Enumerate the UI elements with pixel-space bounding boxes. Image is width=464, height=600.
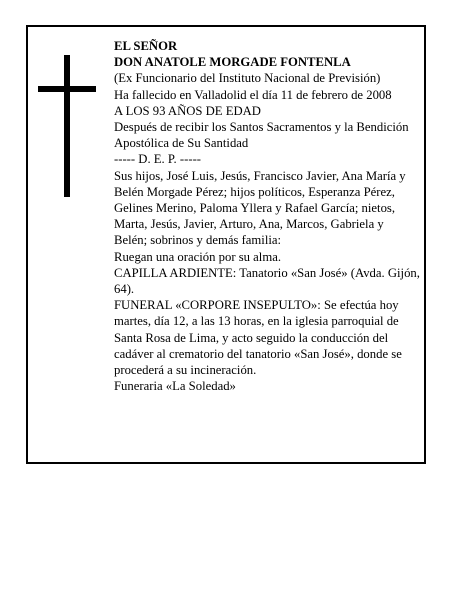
latin-cross-icon — [38, 55, 96, 197]
sacraments-note: Después de recibir los Santos Sacramentos y la Bendición Apostólica de Su Santidad — [114, 120, 409, 151]
cross-vertical-bar — [64, 55, 70, 197]
age-at-death: A LOS 93 AÑOS DE EDAD — [114, 103, 261, 118]
rest-in-peace: ----- D. E. P. ----- — [114, 152, 202, 167]
chapel-info: CAPILLA ARDIENTE: Tanatorio «San José» (Avda. Gijón, 64). — [114, 265, 420, 297]
funeral-info: FUNERAL «CORPORE INSEPULTO»: Se efectúa hoy martes, día 12, a las 13 horas, en la iglesia parroquial de Santa Rosa de Lima, y acto seguido la conducción del cadáver al crematorio del tanatorio «San José», donde se procederá a su incineración. — [114, 298, 402, 378]
prayer-request: Ruegan una oración por su alma. — [114, 249, 282, 264]
deceased-name: DON ANATOLE MORGADE FONTENLA — [114, 55, 351, 70]
family-list: Sus hijos, José Luis, Jesús, Francisco Javier, Ana María y Belén Morgade Pérez; hijos políticos, Esperanza Pérez, Gelines Merino, Paloma Yllera y Rafael García; nietos, Marta, Jesús, Javier, Arturo, Ana, Marcos, Gabriela y Belén; sobrinos y demás familia: — [114, 168, 406, 248]
death-info: Ha fallecido en Valladolid el día 11 de febrero de 2008 — [114, 87, 392, 102]
title-line-1: EL SEÑOR — [114, 39, 178, 53]
obituary-text-block — [114, 38, 420, 394]
cross-horizontal-bar — [38, 86, 96, 92]
funeral-home: Funeraria «La Soledad» — [114, 379, 236, 394]
former-occupation: (Ex Funcionario del Instituto Nacional de Previsión) — [114, 71, 381, 86]
